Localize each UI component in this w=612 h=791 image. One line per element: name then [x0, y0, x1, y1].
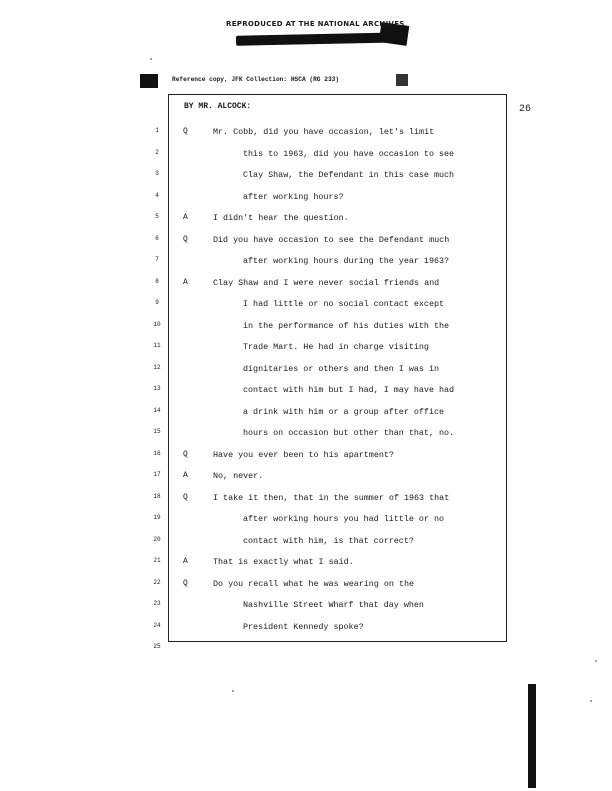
line-number: 6	[155, 234, 159, 242]
line-number: 24	[153, 621, 161, 629]
transcript-line	[0, 407, 612, 428]
transcript-line	[0, 127, 612, 148]
transcript-line	[0, 643, 612, 664]
line-text: Do you recall what he was wearing on the	[213, 578, 415, 589]
line-text: Did you have occasion to see the Defendant much	[213, 234, 450, 245]
examiner-heading: BY MR. ALCOCK:	[184, 102, 252, 111]
line-text: Nashville Street Wharf that day when	[243, 600, 424, 610]
line-text: No, never.	[213, 471, 264, 481]
archive-stamp: REPRODUCED AT THE NATIONAL ARCHIVES	[226, 20, 405, 28]
reference-block-mark	[396, 74, 408, 86]
speaker-label: A	[183, 213, 188, 222]
transcript-line	[0, 213, 612, 234]
line-number: 23	[153, 600, 161, 607]
speaker-label: Q	[183, 492, 188, 502]
transcript-line	[0, 493, 612, 514]
line-text: Have you ever been to his apartment?	[213, 449, 394, 460]
speaker-label: A	[183, 277, 188, 287]
page-number: 26	[519, 104, 532, 115]
transcript-line	[0, 278, 612, 299]
line-number: 13	[153, 385, 161, 392]
line-number: 18	[153, 492, 161, 500]
line-number: 22	[153, 578, 161, 586]
line-text: after working hours?	[243, 191, 344, 202]
line-text: after working hours during the year 1963?	[243, 256, 450, 266]
line-number: 2	[155, 148, 159, 156]
speaker-label: Q	[183, 578, 188, 588]
transcript-line	[0, 536, 612, 557]
line-number: 25	[153, 643, 161, 650]
transcript-line	[0, 256, 612, 277]
line-number: 12	[153, 363, 161, 371]
transcript-line	[0, 299, 612, 320]
scan-speck	[150, 58, 152, 60]
transcript-line	[0, 364, 612, 385]
line-number: 9	[155, 299, 159, 306]
margin-bar	[528, 684, 536, 788]
line-number: 19	[153, 514, 161, 521]
scan-speck	[595, 660, 597, 662]
line-text: dignitaries or others and then I was in	[243, 363, 440, 374]
reference-mark	[140, 74, 158, 88]
scan-speck	[590, 700, 592, 702]
line-text: contact with him but I had, I may have had	[243, 385, 455, 395]
line-text: Mr. Cobb, did you have occasion, let's limit	[213, 127, 435, 137]
speaker-label: Q	[183, 449, 188, 459]
line-number: 4	[155, 191, 159, 199]
transcript-line	[0, 342, 612, 363]
transcript-line	[0, 170, 612, 191]
transcript-line	[0, 622, 612, 643]
transcript-line	[0, 450, 612, 471]
line-number: 11	[153, 342, 161, 349]
line-text: President Kennedy spoke?	[243, 621, 364, 632]
line-number: 1	[155, 127, 159, 134]
transcript-line	[0, 192, 612, 213]
line-text: I didn't hear the question.	[213, 213, 349, 223]
line-text: hours on occasion but other than that, no.	[243, 428, 455, 438]
line-text: Trade Mart. He had in charge visiting	[243, 342, 429, 352]
line-number: 20	[153, 535, 161, 543]
transcript-line	[0, 557, 612, 578]
transcript-line	[0, 385, 612, 406]
line-number: 8	[155, 277, 159, 285]
line-number: 10	[153, 320, 161, 328]
speaker-label: Q	[183, 234, 188, 244]
transcript-line	[0, 428, 612, 449]
line-number: 5	[155, 213, 159, 220]
line-text: That is exactly what I said.	[213, 557, 354, 567]
transcript-line	[0, 149, 612, 170]
line-text: contact with him, is that correct?	[243, 535, 414, 546]
speaker-label: A	[183, 557, 188, 566]
speaker-label: A	[183, 471, 188, 480]
line-number: 15	[153, 428, 161, 435]
line-number: 7	[155, 256, 159, 263]
transcript-line	[0, 579, 612, 600]
stamp-bar	[236, 32, 406, 46]
transcript-line	[0, 321, 612, 342]
line-text: after working hours you had little or no	[243, 514, 445, 524]
line-number: 17	[153, 471, 161, 478]
line-number: 16	[153, 449, 161, 457]
line-text: Clay Shaw and I were never social friends and	[213, 277, 440, 288]
speaker-label: Q	[183, 127, 188, 136]
line-text: a drink with him or a group after office	[243, 406, 445, 417]
line-text: I take it then, that in the summer of 1963 that	[213, 492, 450, 503]
transcript-line	[0, 514, 612, 535]
scan-speck	[232, 690, 234, 692]
transcript-line	[0, 600, 612, 621]
line-text: I had little or no social contact except	[243, 299, 445, 309]
line-text: this to 1963, did you have occasion to see	[243, 148, 455, 159]
line-text: in the performance of his duties with the	[243, 320, 450, 331]
reference-line: Reference copy, JFK Collection: HSCA (RG 233)	[172, 76, 340, 83]
line-number: 21	[153, 557, 161, 564]
transcript-line	[0, 235, 612, 256]
line-text: Clay Shaw, the Defendant in this case much	[243, 170, 455, 180]
transcript-line	[0, 471, 612, 492]
line-number: 3	[155, 170, 159, 177]
line-number: 14	[153, 406, 161, 414]
